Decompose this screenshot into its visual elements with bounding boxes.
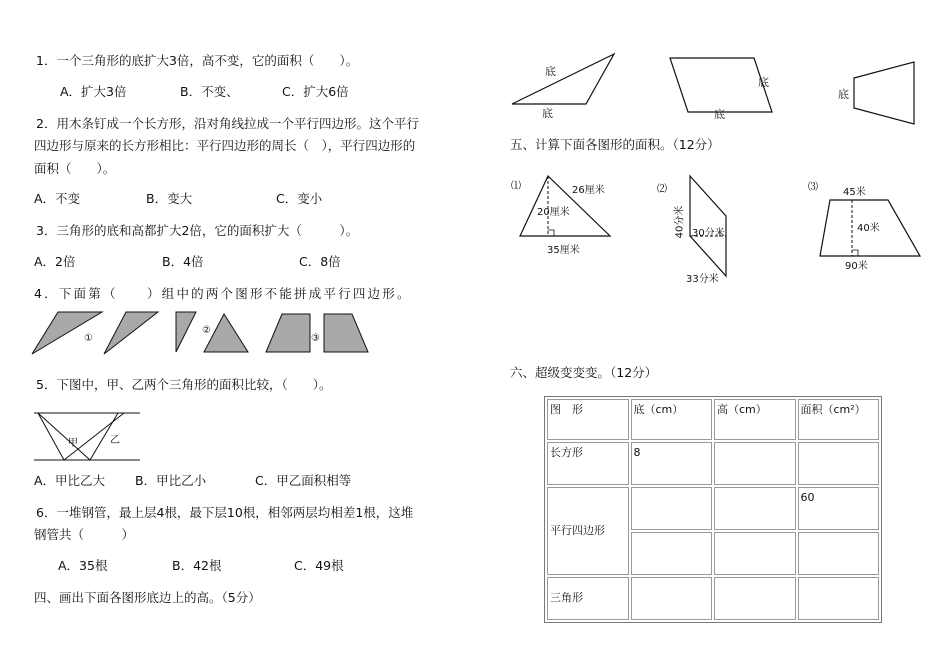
q2-stem-line2: 四边形与原来的长方形相比：平行四边形的周长（ ），平行四边形的 xyxy=(34,138,416,153)
q5-label-jia: 甲 xyxy=(68,438,78,449)
q4-marker-1: ① xyxy=(84,333,93,344)
section5-fig2-side-label: 40分米 xyxy=(674,205,686,239)
table-cell-triangle-height[interactable] xyxy=(714,577,796,620)
section4-parallelogram-base-label-side: 底 xyxy=(758,76,769,89)
section5-fig1-base-label: 35厘米 xyxy=(547,245,580,256)
section4-trapezoid xyxy=(854,62,914,124)
q5-label-yi: 乙 xyxy=(110,435,120,446)
section4-title: 四、画出下面各图形底边上的高。（5分） xyxy=(34,590,261,605)
q3-stem: 3．三角形的底和高都扩大2倍，它的面积扩大（ ）。 xyxy=(36,223,359,238)
table-header-row xyxy=(547,399,879,440)
q1-option-c: C．扩大6倍 xyxy=(282,84,349,99)
table-cell-parallelogram-height[interactable] xyxy=(714,487,796,530)
table-cell-rectangle-area[interactable] xyxy=(798,442,880,485)
section5-fig2-base-label: 33分米 xyxy=(686,274,719,285)
table-cell-rectangle-height[interactable] xyxy=(714,442,796,485)
table-cell-parallelogram-shape: 平行四边形 xyxy=(547,487,629,575)
q2-option-a: A．不变 xyxy=(34,191,81,206)
q6-stem-line1: 6．一堆钢管，最上层4根，最下层10根，相邻两层均相差1根，这堆 xyxy=(36,505,414,520)
table-cell-empty[interactable] xyxy=(798,532,880,575)
q6-stem-line2: 钢管共（ ） xyxy=(34,527,135,542)
q6-option-c: C．49根 xyxy=(294,558,344,573)
q3-option-c: C．8倍 xyxy=(299,254,341,269)
section4-triangle-base-label-bottom: 底 xyxy=(542,107,553,120)
section4-trapezoid-base-label: 底 xyxy=(838,88,849,101)
section5-fig2-height-label: 30分米 xyxy=(692,228,725,239)
table-header-area: 面积（cm²） xyxy=(798,399,880,440)
section6-table xyxy=(544,396,882,623)
table-cell-rectangle-base[interactable]: 8 xyxy=(631,442,713,485)
q4-group3-right-shape xyxy=(324,314,368,352)
section5-fig1-marker: ⑴ xyxy=(511,181,521,192)
section5-fig3-marker: ⑶ xyxy=(808,182,818,193)
table-header-base: 底（cm） xyxy=(631,399,713,440)
table-cell-triangle-area[interactable] xyxy=(798,577,880,620)
q3-option-a: A．2倍 xyxy=(34,254,76,269)
section5-fig1-height-label: 20厘米 xyxy=(537,207,570,218)
q4-group1-right-shape xyxy=(104,312,158,354)
q4-group3-left-shape xyxy=(266,314,310,352)
q5-option-b: B．甲比乙小 xyxy=(135,473,207,488)
q3-option-b: B．4倍 xyxy=(162,254,204,269)
q4-group2-left-shape xyxy=(176,312,196,352)
table-row-parallelogram xyxy=(547,487,879,530)
section4-parallelogram-base-label-bottom: 底 xyxy=(714,108,725,121)
q1-stem: 1．一个三角形的底扩大3倍，高不变，它的面积（ ）。 xyxy=(36,53,359,68)
q2-option-c: C．变小 xyxy=(276,191,323,206)
q5-stem: 5．下图中，甲、乙两个三角形的面积比较，（ ）。 xyxy=(36,377,332,392)
section4-parallelogram xyxy=(670,58,772,112)
table-cell-parallelogram-area[interactable]: 60 xyxy=(798,487,880,530)
section5-fig3-top-label: 45米 xyxy=(843,187,866,198)
q5-triangles-figure xyxy=(34,410,144,464)
table-row-rectangle xyxy=(547,442,879,485)
section5-fig2-marker: ⑵ xyxy=(657,184,667,195)
q2-stem-line3: 面积（ ）。 xyxy=(34,161,116,176)
q5-option-c: C．甲乙面积相等 xyxy=(255,473,352,488)
q1-option-a: A．扩大3倍 xyxy=(60,84,127,99)
table-cell-triangle-base[interactable] xyxy=(631,577,713,620)
table-cell-triangle-shape: 三角形 xyxy=(547,577,629,620)
table-cell-rectangle-shape: 长方形 xyxy=(547,442,629,485)
table-cell-empty[interactable] xyxy=(631,532,713,575)
section5-fig3-height-label: 40米 xyxy=(857,223,880,234)
table-header-height: 高（cm） xyxy=(714,399,796,440)
section5-title: 五、计算下面各图形的面积。（12分） xyxy=(510,137,720,152)
q2-stem-line1: 2．用木条钉成一个长方形，沿对角线拉成一个平行四边形。这个平行 xyxy=(36,116,419,131)
q4-stem: 4．下面第（ ）组中的两个图形不能拼成平行四边形。 xyxy=(34,286,412,301)
q2-option-b: B．变大 xyxy=(146,191,193,206)
section5-fig1-side-label: 26厘米 xyxy=(572,185,605,196)
section6-title: 六、超级变变变。（12分） xyxy=(510,365,658,380)
table-cell-empty[interactable] xyxy=(714,532,796,575)
section4-triangle xyxy=(512,54,614,104)
q4-marker-2: ② xyxy=(202,325,211,336)
table-header-shape: 图 形 xyxy=(547,399,629,440)
q1-option-b: B．不变、 xyxy=(180,84,239,99)
table-cell-parallelogram-base[interactable] xyxy=(631,487,713,530)
table-row-triangle xyxy=(547,577,879,620)
section4-triangle-base-label-top: 底 xyxy=(545,65,556,78)
q4-marker-3: ③ xyxy=(311,333,320,344)
q5-option-a: A．甲比乙大 xyxy=(34,473,106,488)
q6-option-b: B．42根 xyxy=(172,558,222,573)
section5-fig3-bottom-label: 90米 xyxy=(845,261,868,272)
q6-option-a: A．35根 xyxy=(58,558,108,573)
